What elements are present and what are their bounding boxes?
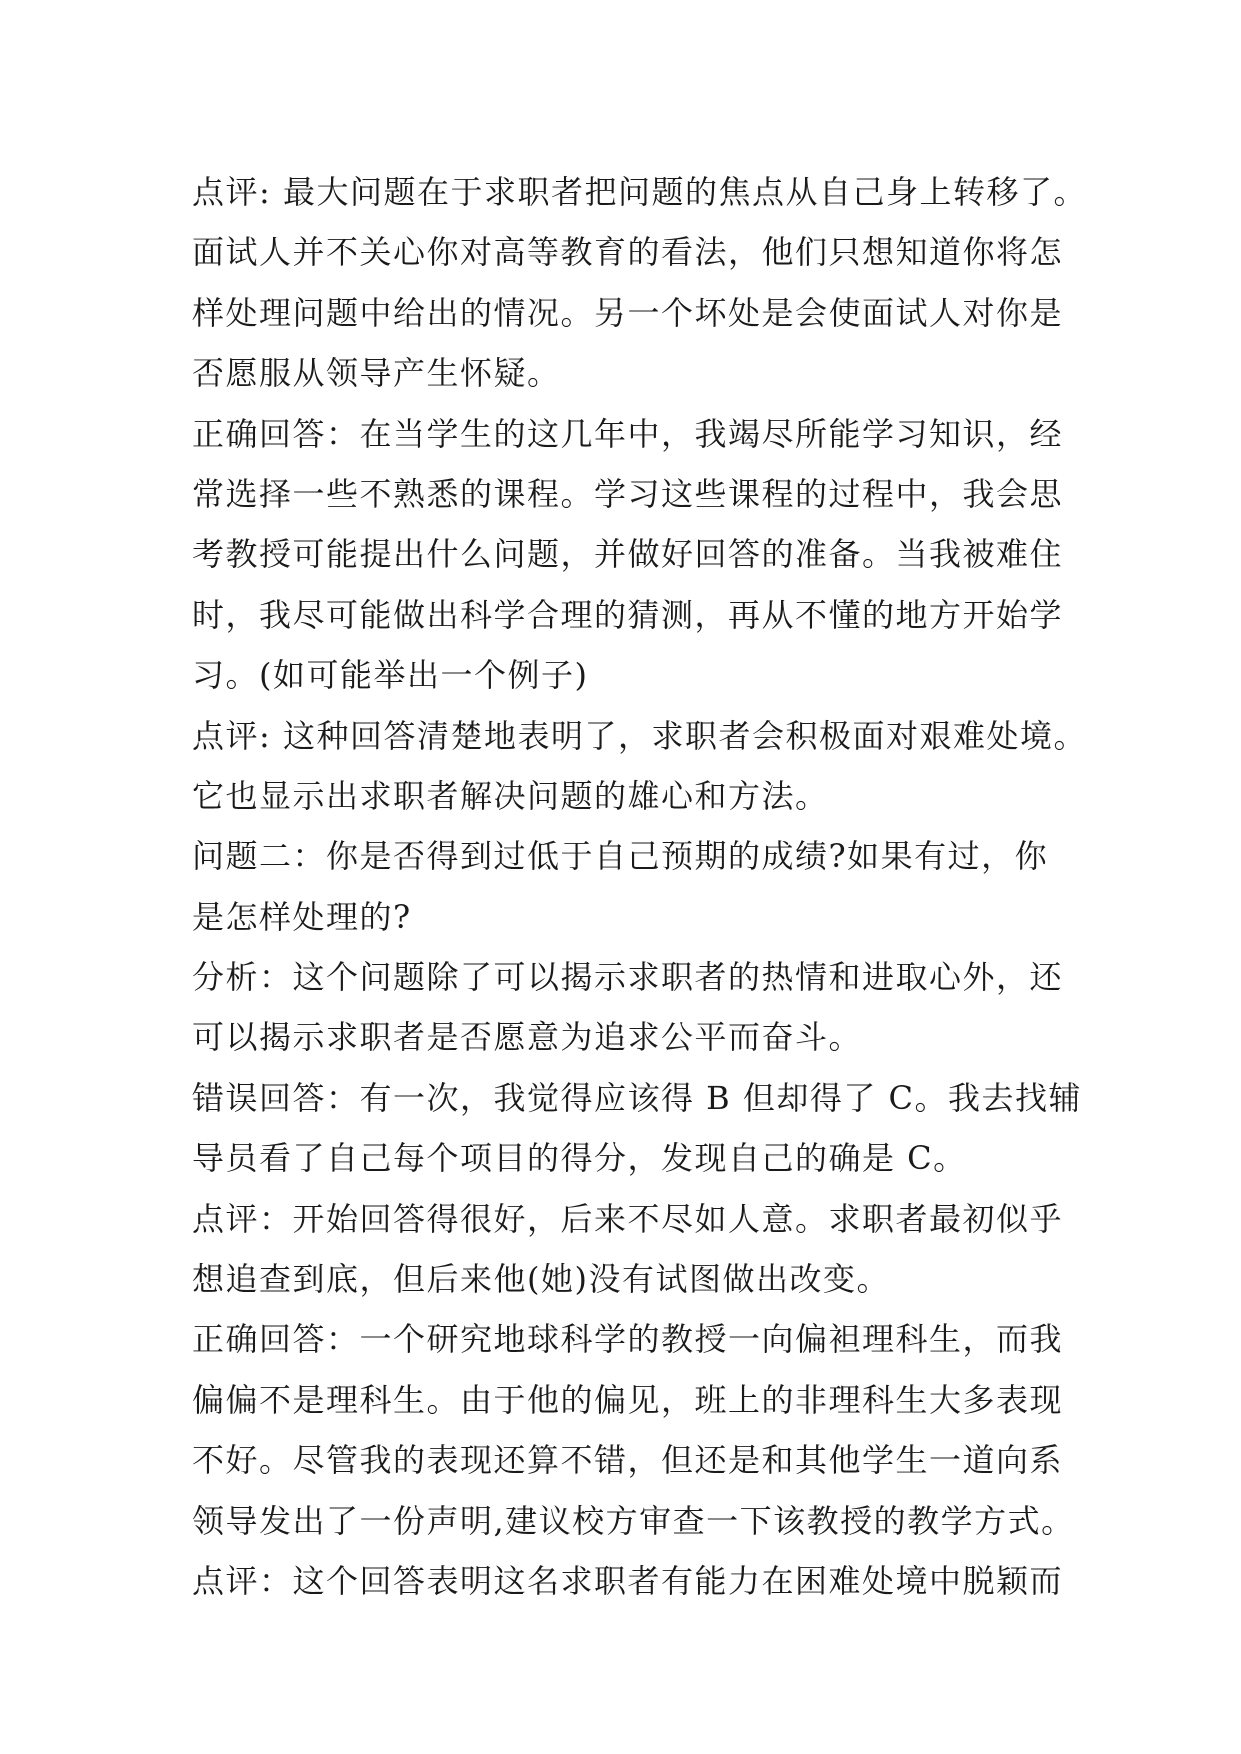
text-line: 正确回答：一个研究地球科学的教授一向偏袒理科生，而我 [192,1320,1064,1359]
text-line: 偏偏不是理科生。由于他的偏见，班上的非理科生大多表现 [192,1380,1064,1419]
text-line: 常选择一些不熟悉的课程。学习这些课程的过程中，我会思 [192,474,1064,513]
text-line: 点评：这个回答表明这名求职者有能力在困难处境中脱颖而 [192,1561,1064,1600]
text-line: 可以揭示求职者是否愿意为追求公平而奋斗。 [192,1018,863,1057]
text-line: 点评: 这种回答清楚地表明了，求职者会积极面对艰难处境。 [192,716,1087,755]
text-line: 分析：这个问题除了可以揭示求职者的热情和进取心外，还 [192,958,1064,997]
text-line: 想追查到底，但后来他(她)没有试图做出改变。 [192,1260,890,1299]
text-line: 导员看了自己每个项目的得分，发现自己的确是 C。 [192,1139,967,1178]
text-line: 考教授可能提出什么问题，并做好回答的准备。当我被难住 [192,535,1064,574]
text-line: 不好。尽管我的表现还算不错，但还是和其他学生一道向系 [192,1441,1064,1480]
text-line: 习。(如可能举出一个例子) [192,656,589,695]
text-line: 点评: 最大问题在于求职者把问题的焦点从自己身上转移了。 [192,173,1087,211]
text-line: 正确回答：在当学生的这几年中，我竭尽所能学习知识，经 [192,414,1064,453]
text-line: 问题二：你是否得到过低于自己预期的成绩?如果有过，你 [192,837,1049,876]
text-line: 领导发出了一份声明,建议校方审查一下该教授的教学方式。 [192,1501,1075,1540]
body-text [192,162,1092,1611]
text-line: 样处理问题中给出的情况。另一个坏处是会使面试人对你是 [192,293,1064,332]
text-line: 时，我尽可能做出科学合理的猜测，再从不懂的地方开始学 [192,595,1064,634]
text-line: 它也显示出求职者解决问题的雄心和方法。 [192,776,829,815]
text-line: 点评：开始回答得很好，后来不尽如人意。求职者最初似乎 [192,1199,1064,1238]
text-line: 面试人并不关心你对高等教育的看法，他们只想知道你将怎 [192,233,1064,272]
text-line: 否愿服从领导产生怀疑。 [192,354,561,393]
text-line: 错误回答：有一次，我觉得应该得 B 但却得了 C。我去找辅 [192,1078,1083,1117]
text-line: 是怎样处理的? [192,897,412,936]
